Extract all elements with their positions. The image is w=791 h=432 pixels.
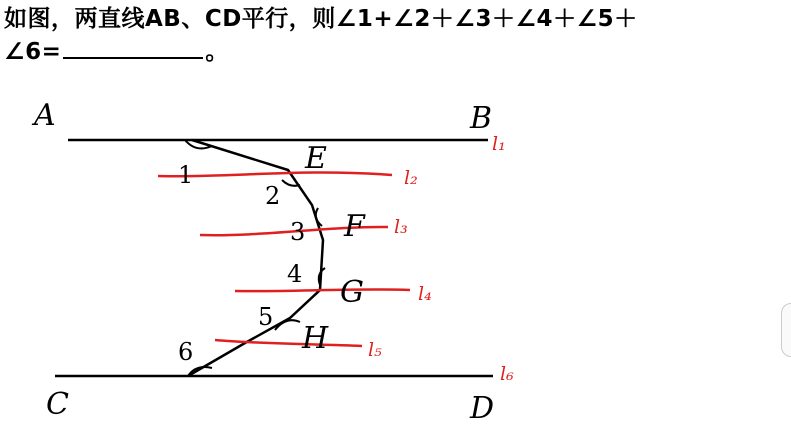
- label-g: G: [340, 275, 364, 310]
- question-line-1: 如图，两直线AB、CD平行，则∠1+∠2＋∠3＋∠4＋∠5＋: [4, 6, 638, 32]
- angle-label-4: 4: [287, 260, 303, 288]
- side-scroll-handle[interactable]: [781, 303, 791, 357]
- red-line-l4: [235, 289, 410, 291]
- angle-label-5: 5: [258, 303, 274, 331]
- red-label-l5: l₅: [368, 339, 382, 361]
- angle-arc-5: [275, 320, 300, 330]
- red-label-l3: l₃: [394, 216, 408, 238]
- label-e: E: [305, 141, 327, 176]
- label-d: D: [470, 391, 495, 426]
- label-h: H: [302, 321, 329, 356]
- red-line-l5: [215, 340, 362, 346]
- question-line-2-prefix: ∠6=: [4, 39, 62, 65]
- red-label-l1: l₁: [492, 133, 506, 155]
- label-c: C: [46, 387, 69, 422]
- label-f: F: [344, 209, 365, 244]
- angle-label-1: 1: [178, 161, 194, 189]
- question-line-2-suffix: 。: [205, 39, 229, 65]
- label-a: A: [34, 98, 56, 133]
- angle-label-2: 2: [265, 182, 281, 210]
- angle-label-3: 3: [290, 218, 306, 246]
- label-b: B: [470, 101, 493, 136]
- angle-label-6: 6: [178, 338, 194, 366]
- red-label-l4: l₄: [418, 283, 432, 305]
- red-label-l6: l₆: [500, 363, 514, 385]
- red-label-l2: l₂: [404, 167, 418, 189]
